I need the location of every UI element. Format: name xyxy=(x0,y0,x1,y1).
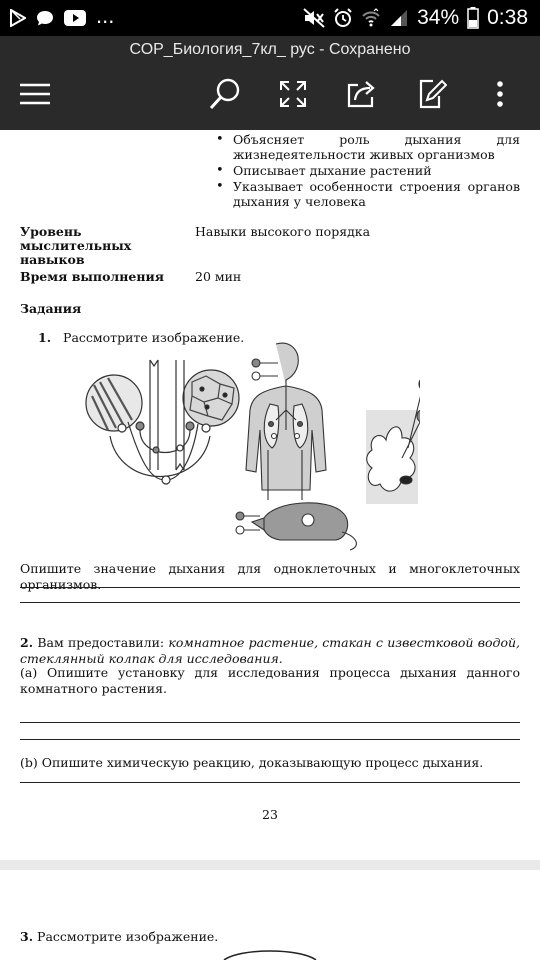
system-icons xyxy=(303,4,528,32)
task-3-text: Рассмотрите изображение. xyxy=(37,929,219,944)
task-3-number: 3. xyxy=(20,929,34,944)
more-notifications: ... xyxy=(96,3,115,28)
edit-icon xyxy=(417,78,447,110)
answer-line[interactable] xyxy=(20,782,520,783)
share-button[interactable] xyxy=(342,74,382,114)
respiration-illustration xyxy=(80,340,420,552)
app-toolbar xyxy=(0,36,540,130)
document-page-next xyxy=(0,870,540,960)
task-1-number: 1. xyxy=(38,330,52,345)
mouse-figure xyxy=(236,503,356,550)
amoeba-figure xyxy=(366,377,420,504)
youtube-icon xyxy=(64,10,86,26)
task-3 xyxy=(20,929,520,945)
fit-screen-button[interactable] xyxy=(273,74,313,114)
time-label: Время выполнения xyxy=(20,269,164,284)
fit-screen-icon xyxy=(279,80,307,108)
battery-percent: 34% xyxy=(417,6,460,29)
list-item: • Описывает дыхание растений xyxy=(215,163,520,178)
play-store-icon xyxy=(10,9,26,27)
tasks-heading: Задания xyxy=(20,301,82,316)
chat-icon xyxy=(36,9,54,27)
document-title: СОР_Биология_7кл_ рус - Сохранено xyxy=(129,41,411,58)
answer-line[interactable] xyxy=(20,739,520,740)
menu-button[interactable] xyxy=(14,74,56,114)
task-2 xyxy=(20,635,520,667)
signal-icon xyxy=(389,8,409,28)
wifi-icon xyxy=(361,8,381,28)
share-icon xyxy=(346,79,378,109)
task-1-text: Рассмотрите изображение. xyxy=(63,330,245,345)
answer-line[interactable] xyxy=(20,722,520,723)
human-respiratory-figure xyxy=(246,343,326,500)
page-gap xyxy=(0,860,540,870)
answer-line[interactable] xyxy=(20,602,520,603)
document-page xyxy=(0,130,540,860)
edit-button[interactable] xyxy=(412,74,452,114)
answer-line[interactable] xyxy=(20,587,520,588)
task-2a: (a) Опишите установку для исследования процесса дыхания данного комнатного растения. xyxy=(20,665,520,696)
alarm-icon xyxy=(333,8,353,28)
more-options-button[interactable] xyxy=(480,74,520,114)
status-bar xyxy=(0,0,540,36)
list-item: • Объясняет роль дыхания для жизнедеятельности живых организмов xyxy=(215,132,520,162)
menu-icon xyxy=(19,83,51,105)
more-icon xyxy=(496,81,504,107)
thinking-level-value: Навыки высокого порядка xyxy=(195,224,371,239)
mute-icon xyxy=(303,8,325,28)
task-1-question: Опишите значение дыхания для одноклеточных и многоклеточных организмов. xyxy=(20,561,520,592)
task-2-number: 2. xyxy=(20,635,34,650)
tissue-gas-exchange-figure xyxy=(86,360,239,484)
task-3-figure-top xyxy=(220,946,320,960)
task-2-materials: комнатное растение, стакан с известковой водой, стеклянный колпак для исследования. xyxy=(20,635,521,666)
task-2b: (b) Опишите химическую реакцию, доказывающую процесс дыхания. xyxy=(20,755,484,770)
task-2-lead: Вам предоставили: xyxy=(37,635,169,650)
search-icon xyxy=(208,77,242,111)
page-number: 23 xyxy=(262,807,278,822)
battery-icon xyxy=(467,7,479,29)
thinking-level-label: Уровень мыслительных навыков xyxy=(20,224,132,267)
list-item: • Указывает особенности строения органов дыхания у человека xyxy=(215,179,520,209)
clock: 0:38 xyxy=(487,6,528,29)
search-button[interactable] xyxy=(205,74,245,114)
time-value: 20 мин xyxy=(195,269,242,284)
notification-icons xyxy=(10,3,115,29)
learning-objectives-list xyxy=(215,132,520,210)
